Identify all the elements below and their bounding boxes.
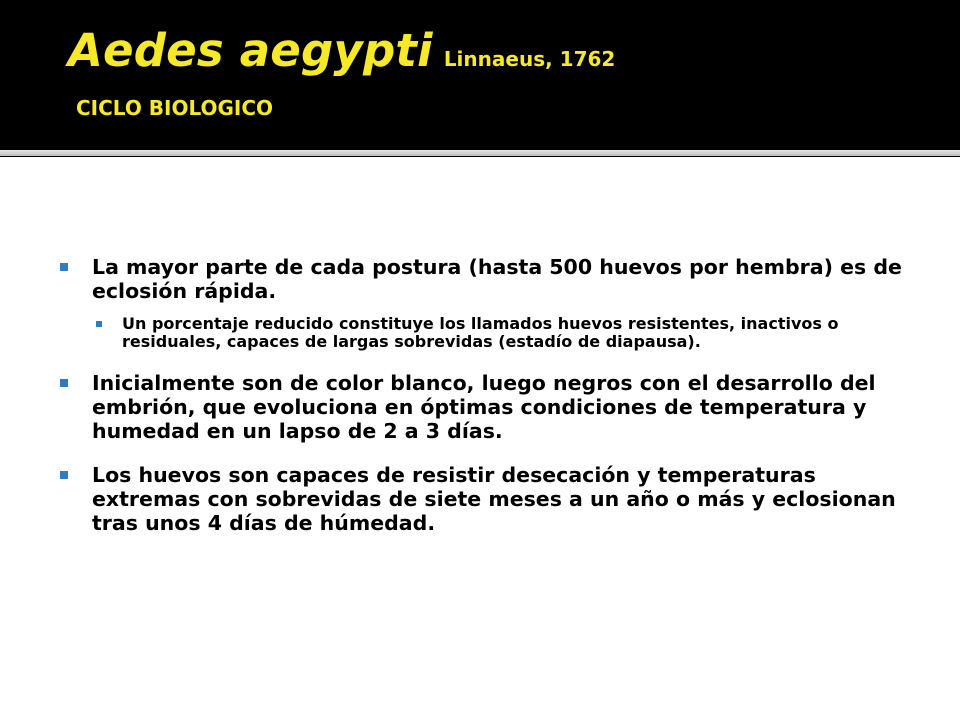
slide-subtitle: CICLO BIOLOGICO (76, 96, 274, 120)
bullet-text: Inicialmente son de color blanco, luego negros con el desarrollo del embrión, que evoluciona en óptimas condiciones de temperatura y humedad en un lapso de 2 a 3 días. (92, 371, 876, 443)
sub-bullet-text: Un porcentaje reducido constituye los llamados huevos resistentes, inactivos o residuales, capaces de largas sobrevidas (estadío de diapausa). (122, 314, 839, 351)
square-bullet-icon (60, 379, 68, 387)
square-sub-bullet-icon (96, 321, 102, 327)
bullet-text: Los huevos son capaces de resistir desecación y temperaturas extremas con sobrevidas de siete meses a un año o más y eclosionan tras unos 4 días de húmedad. (92, 463, 896, 535)
bullet-text: La mayor parte de cada postura (hasta 500 huevos por hembra) es de eclosión rápida. (92, 255, 902, 303)
header-divider (0, 150, 960, 156)
sub-bullet-item (60, 315, 920, 351)
title-line (68, 24, 615, 77)
bullet-item (60, 255, 920, 303)
slide-header (0, 0, 960, 150)
bullet-item (60, 463, 920, 535)
title-author: Linnaeus, 1762 (443, 47, 616, 71)
bullet-list (60, 255, 920, 555)
square-bullet-icon (60, 263, 68, 271)
slide-content (0, 157, 960, 720)
bullet-item (60, 371, 920, 443)
slide-title: Aedes aegypti (68, 24, 433, 77)
square-bullet-icon (60, 471, 68, 479)
